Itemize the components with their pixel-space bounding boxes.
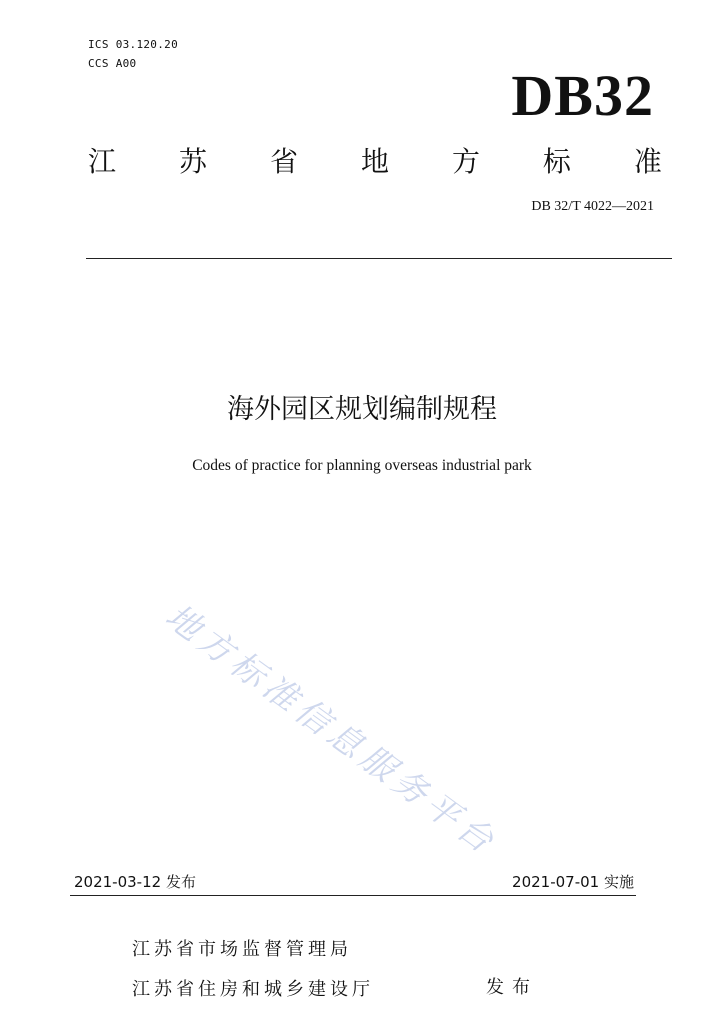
standard-type-char: 地 bbox=[360, 145, 389, 178]
document-title-cn: 海外园区规划编制规程 bbox=[227, 394, 497, 425]
standard-type-char: 准 bbox=[633, 145, 662, 178]
standard-type-char: 江 bbox=[88, 145, 117, 178]
issuer-market-regulation: 江苏省市场监督管理局 bbox=[132, 939, 352, 960]
standard-code-logo: DB32 bbox=[511, 63, 654, 128]
bottom-divider bbox=[70, 895, 636, 896]
standard-type-heading bbox=[88, 140, 662, 180]
document-title-en: Codes of practice for planning overseas industrial park bbox=[192, 457, 532, 474]
implementation-date: 2021-07-01 实施 bbox=[512, 873, 634, 891]
issue-date: 2021-03-12 发布 bbox=[74, 873, 196, 891]
ics-code: ICS 03.120.20 bbox=[88, 38, 178, 51]
ccs-code: CCS A00 bbox=[88, 57, 137, 70]
publish-label: 发布 bbox=[486, 977, 538, 998]
top-divider bbox=[86, 258, 672, 259]
standard-number: DB 32/T 4022—2021 bbox=[531, 199, 654, 214]
issuer-housing-construction: 江苏省住房和城乡建设厅 bbox=[132, 979, 374, 1000]
standard-type-char: 苏 bbox=[178, 145, 207, 178]
watermark: 地方标准信息服务平台 bbox=[157, 596, 505, 864]
standard-type-char: 方 bbox=[451, 145, 480, 178]
standard-type-char: 省 bbox=[269, 145, 298, 178]
standard-type-char: 标 bbox=[542, 145, 571, 178]
